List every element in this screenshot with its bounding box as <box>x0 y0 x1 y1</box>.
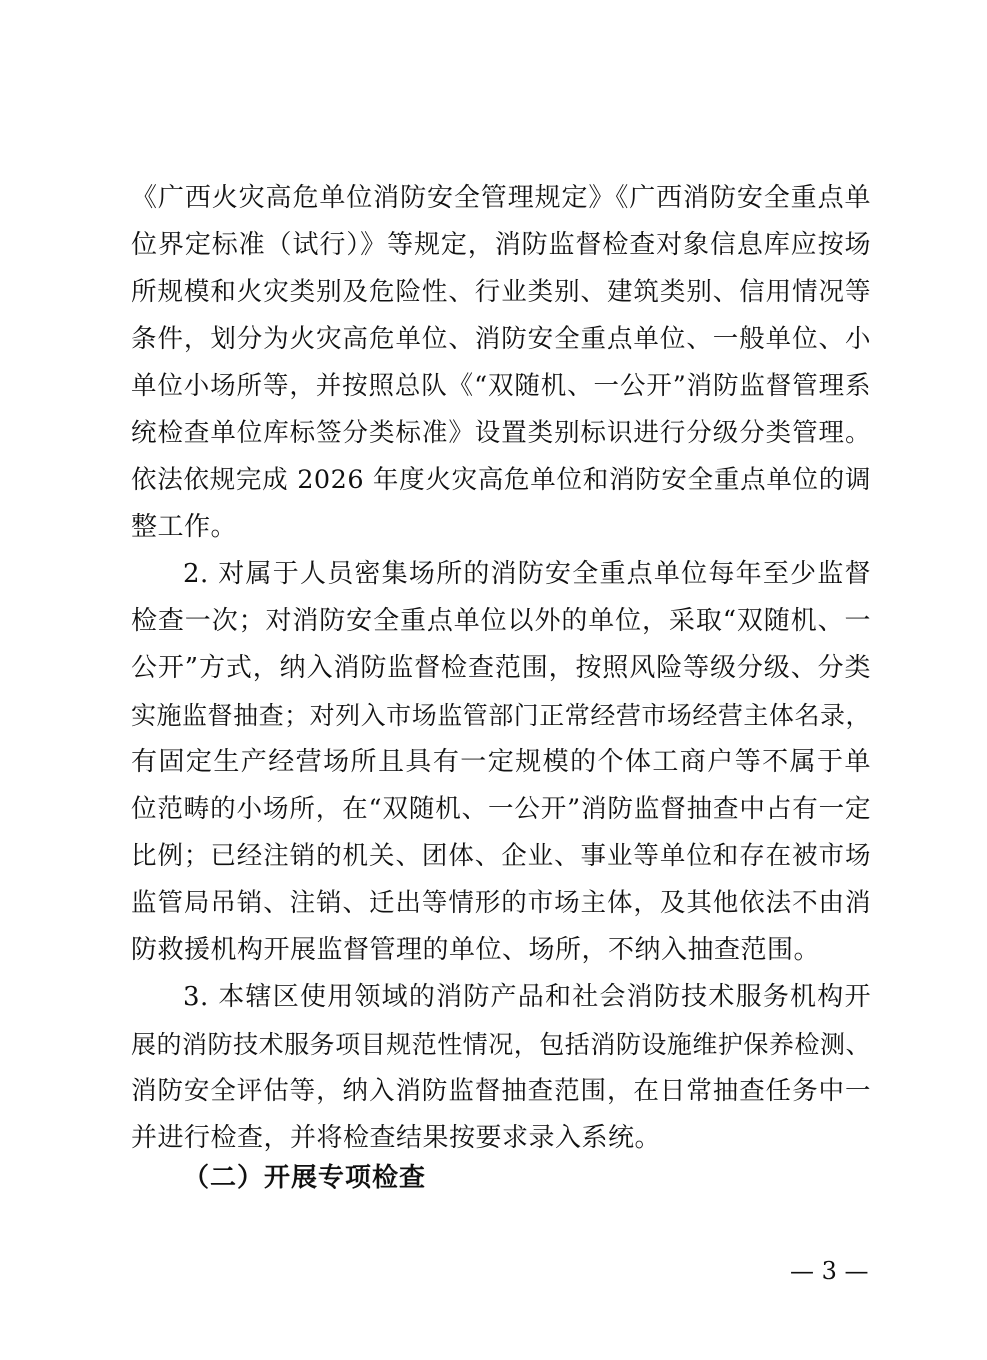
text-line: 并进行检查，并将检查结果按要求录入系统。 <box>131 1123 662 1153</box>
text-line: 《广西火灾高危单位消防安全管理规定》《广西消防安全重点单 <box>131 183 871 213</box>
text-line: 条件，划分为火灾高危单位、消防安全重点单位、一般单位、小 <box>131 324 871 354</box>
page-number: — 3 — <box>790 1257 869 1285</box>
text-line: 位范畴的小场所，在“双随机、一公开”消防监督抽查中占有一定 <box>131 794 871 824</box>
text-line: 有固定生产经营场所且具有一定规模的个体工商户等不属于单 <box>131 747 871 777</box>
text-line: 3. 本辖区使用领域的消防产品和社会消防技术服务机构开 <box>183 982 871 1012</box>
text-line: 整工作。 <box>131 512 238 542</box>
text-line: 实施监督抽查；对列入市场监管部门正常经营市场经营主体名录， <box>131 701 871 730</box>
text-line: 比例；已经注销的机关、团体、企业、事业等单位和存在被市场 <box>131 841 871 871</box>
text-line: 依法依规完成 2026 年度火灾高危单位和消防安全重点单位的调 <box>131 465 871 495</box>
text-line: 单位小场所等，并按照总队《“双随机、一公开”消防监督管理系 <box>131 371 871 401</box>
text-line: 展的消防技术服务项目规范性情况，包括消防设施维护保养检测、 <box>131 1030 871 1059</box>
body-text <box>131 175 871 1162</box>
text-line: 防救援机构开展监督管理的单位、场所，不纳入抽查范围。 <box>131 935 821 965</box>
section-heading: （二）开展专项检查 <box>183 1163 427 1193</box>
text-line: 消防安全评估等，纳入消防监督抽查范围，在日常抽查任务中一 <box>131 1076 871 1106</box>
text-line: 统检查单位库标签分类标准》设置类别标识进行分级分类管理。 <box>131 418 871 448</box>
text-line: 2. 对属于人员密集场所的消防安全重点单位每年至少监督 <box>183 559 871 589</box>
text-line: 检查一次；对消防安全重点单位以外的单位，采取“双随机、一 <box>131 606 871 636</box>
text-line: 所规模和火灾类别及危险性、行业类别、建筑类别、信用情况等 <box>131 277 871 307</box>
text-line: 监管局吊销、注销、迁出等情形的市场主体，及其他依法不由消 <box>131 888 871 918</box>
text-line: 位界定标准（试行）》等规定，消防监督检查对象信息库应按场 <box>131 230 871 260</box>
text-line: 公开”方式，纳入消防监督检查范围，按照风险等级分级、分类 <box>131 653 871 683</box>
